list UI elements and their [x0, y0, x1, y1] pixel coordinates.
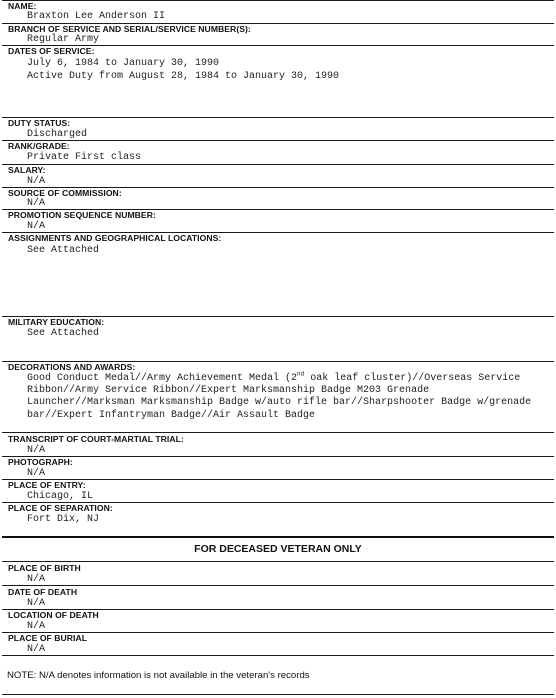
rank-value: Private First class — [27, 152, 142, 163]
salary-label: SALARY: — [8, 165, 46, 175]
dates-line-2: Active Duty from August 28, 1984 to January 30, 1990 — [27, 71, 340, 82]
dates-label: DATES OF SERVICE: — [8, 46, 95, 56]
divider — [2, 585, 554, 586]
decorations-text-before: Good Conduct Medal//Army Achievement Medal (2 — [27, 373, 298, 384]
place-separation-label: PLACE OF SEPARATION: — [8, 503, 113, 513]
decorations-label: DECORATIONS AND AWARDS: — [8, 362, 136, 372]
salary-value: N/A — [27, 176, 46, 187]
divider — [2, 140, 554, 141]
name-label: NAME: — [8, 1, 37, 11]
commission-label: SOURCE OF COMMISSION: — [8, 188, 122, 198]
decorations-value — [27, 370, 537, 422]
birth-place-value: N/A — [27, 574, 46, 585]
divider — [2, 655, 554, 656]
education-value: See Attached — [27, 328, 100, 339]
dates-line-1: July 6, 1984 to January 30, 1990 — [27, 58, 220, 69]
rank-label: RANK/GRADE: — [8, 141, 70, 151]
place-separation-value: Fort Dix, NJ — [27, 514, 100, 525]
death-date-value: N/A — [27, 598, 46, 609]
death-date-label: DATE OF DEATH — [8, 587, 78, 597]
photograph-value: N/A — [27, 468, 46, 479]
branch-label: BRANCH OF SERVICE AND SERIAL/SERVICE NUMBER(S): — [8, 24, 251, 34]
name-value: Braxton Lee Anderson II — [27, 11, 166, 22]
education-label: MILITARY EDUCATION: — [8, 317, 105, 327]
burial-place-value: N/A — [27, 644, 46, 655]
court-martial-value: N/A — [27, 445, 46, 456]
death-location-value: N/A — [27, 621, 46, 632]
divider — [2, 561, 554, 562]
birth-place-label: PLACE OF BIRTH — [8, 563, 81, 573]
section-divider — [2, 536, 554, 538]
assignments-label: ASSIGNMENTS AND GEOGRAPHICAL LOCATIONS: — [8, 233, 222, 243]
promotion-label: PROMOTION SEQUENCE NUMBER: — [8, 210, 156, 220]
footnote: NOTE: N/A denotes information is not available in the veteran's records — [7, 670, 310, 681]
promotion-value: N/A — [27, 221, 46, 232]
bottom-border — [2, 694, 554, 695]
commission-value: N/A — [27, 198, 46, 209]
divider — [2, 432, 554, 433]
divider — [2, 456, 554, 457]
duty-status-value: Discharged — [27, 129, 88, 140]
death-location-label: LOCATION OF DEATH — [8, 610, 99, 620]
court-martial-label: TRANSCRIPT OF COURT-MARTIAL TRIAL: — [8, 434, 184, 444]
photograph-label: PHOTOGRAPH: — [8, 457, 73, 467]
duty-status-label: DUTY STATUS: — [8, 118, 71, 128]
divider — [2, 117, 554, 118]
assignments-value: See Attached — [27, 245, 100, 256]
divider — [2, 164, 554, 165]
decorations-text-after: oak leaf cluster)//Overseas Service Ribbon//Army Service Ribbon//Expert Marksmanship Badge M203 Grenade Launcher//Marksman Marksmanship Badge w/auto rifle bar//Sharpshooter Badge w/grenade bar//Expert Infantryman Badge//Air Assault Badge — [27, 373, 532, 421]
top-border — [2, 0, 554, 1]
decorations-superscript: nd — [297, 370, 305, 378]
place-entry-label: PLACE OF ENTRY: — [8, 480, 86, 490]
deceased-section-title: FOR DECEASED VETERAN ONLY — [194, 543, 362, 555]
branch-value: Regular Army — [27, 34, 100, 45]
place-entry-value: Chicago, IL — [27, 491, 94, 502]
burial-place-label: PLACE OF BURIAL — [8, 633, 88, 643]
